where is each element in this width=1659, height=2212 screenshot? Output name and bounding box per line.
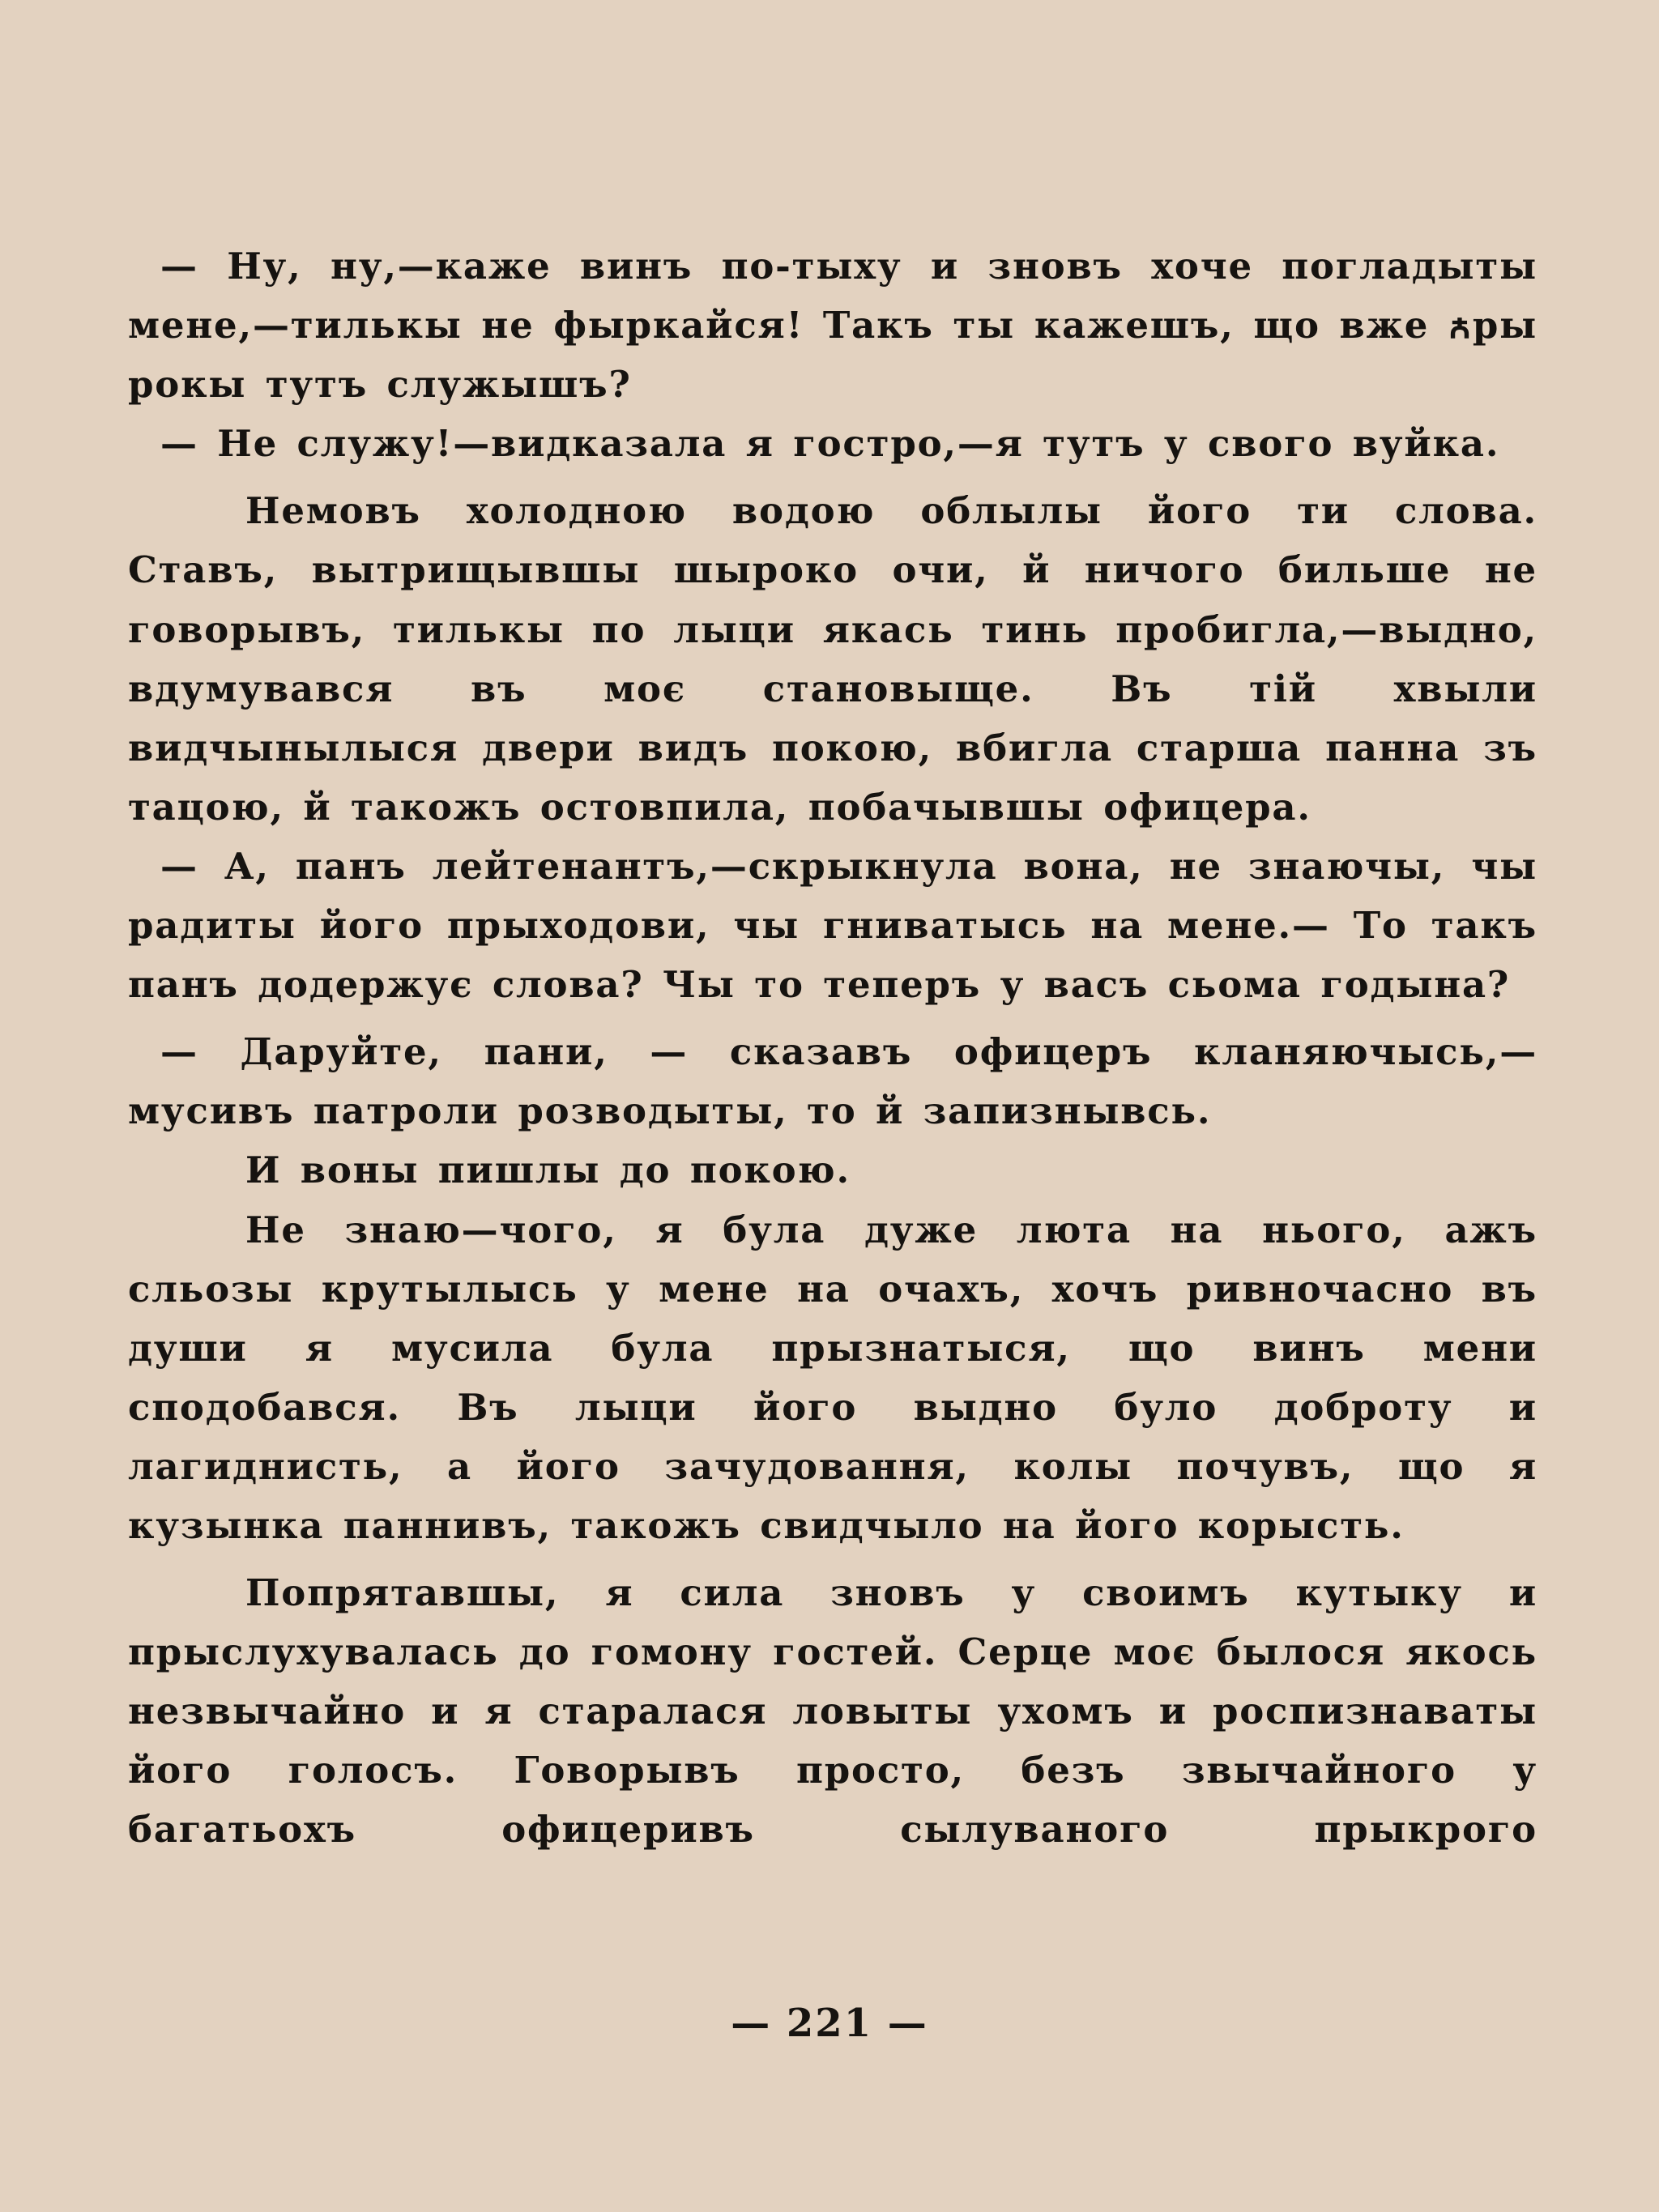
paragraph-dialogue-4: — Даруйте, пани, — сказавъ офицеръ кланяючысь,— мусивъ патроли розводыты, то й запизнывсь.: [128, 1030, 1537, 1133]
paragraph-narrative-2: И воны пишлы до покою.: [245, 1149, 851, 1192]
paragraph-narrative-1: Немовъ холодною водою облылы його ти слова. Ставъ, вытрищывшы шыроко очи, й ничого бильше не говорывъ, тилькы по лыци якась тинь пробигла,—выдно, вдумувався въ моє становыще. Въ тій хвыли видчынылыся двери видъ покою, вбигла старша панна зъ тацою, й такожъ остовпила, побачывшы офицера.: [128, 489, 1537, 829]
paragraph-dialogue-3: — А, панъ лейтенантъ,—скрыкнула вона, не знаючы, чы радиты його прыходови, чы гниватысь на мене.— То такъ панъ додержує слова? Чы то теперъ у васъ сьома годына?: [128, 844, 1537, 1007]
paragraph-dialogue-2: — Не служу!—видказала я гостро,—я тутъ у свого вуйка.: [160, 422, 1500, 466]
page-number: — 221 —: [731, 2001, 928, 2046]
body-text: [128, 237, 1537, 1860]
paragraph-narrative-4: Попрятавшы, я сила зновъ у своимъ кутыку и прыслухувалась до гомону гостей. Серце моє былося якось незвычайно и я старалася ловыты ухомъ и роспизнаваты його голосъ. Говорывъ просто, безъ звычайного у багатьохъ офицеривъ сылуваного прыкрого: [128, 1571, 1537, 1852]
paragraph-dialogue-1: — Ну, ну,—каже винъ по-тыху и зновъ хоче погладыты мене,—тилькы не фыркайся! Такъ ты кажешъ, що вже ꙉры рокы тутъ служышъ?: [128, 245, 1537, 407]
paragraph-narrative-3: Не знаю—чого, я була дуже люта на нього, ажъ сльозы крутылысь у мене на очахъ, хочъ ривночасно въ души я мусила була прызнатыся, що винъ мени сподобався. Въ лыци його выдно було доброту и лагиднисть, а його зачудовання, колы почувъ, що я кузынка паннивъ, такожъ свидчыло на його корысть.: [128, 1208, 1537, 1547]
